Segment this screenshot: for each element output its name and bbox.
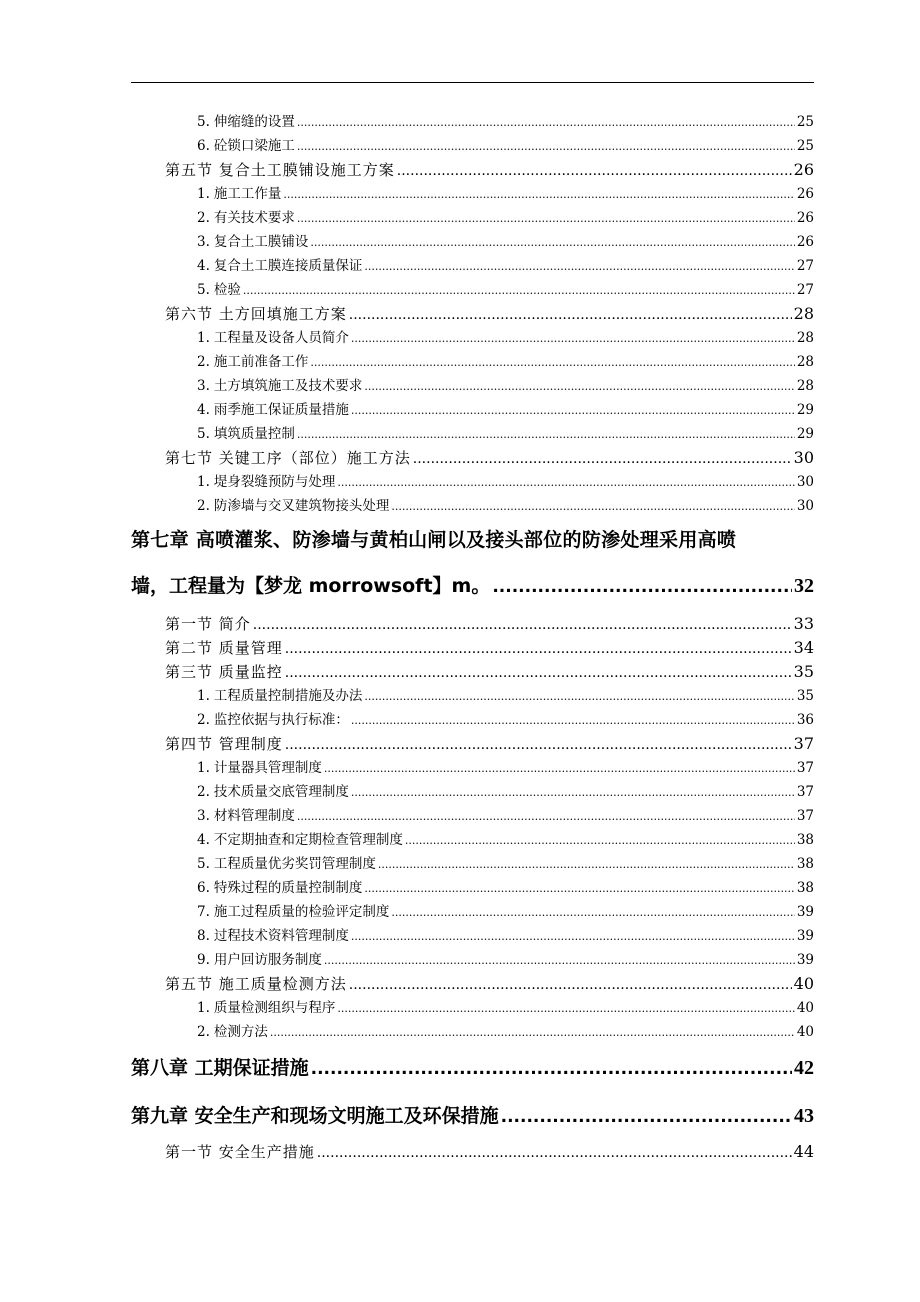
toc-chapter-7[interactable] — [131, 518, 814, 612]
entry-title: 复合土工膜连接质量保证 — [213, 258, 363, 274]
dot-leader — [501, 1093, 792, 1141]
item-number: 8. — [197, 928, 210, 944]
page-number: 44 — [793, 1142, 814, 1161]
entry-title: 第五节 复合土工膜铺设施工方案 — [165, 161, 395, 179]
dot-leader — [351, 781, 795, 805]
entry-title: 工程质量控制措施及办法 — [213, 688, 363, 704]
toc-section-entry[interactable] — [131, 1140, 814, 1164]
item-number: 5. — [197, 426, 210, 442]
toc-item-entry[interactable] — [131, 684, 814, 708]
item-number: 6. — [197, 880, 210, 896]
entry-title: 施工前准备工作 — [213, 354, 309, 370]
entry-title: 雨季施工保证质量措施 — [213, 402, 349, 418]
entry-title: 过程技术资料管理制度 — [213, 928, 349, 944]
toc-item-entry[interactable] — [131, 134, 814, 158]
entry-title: 用户回访服务制度 — [213, 952, 322, 968]
toc-section-entry[interactable] — [131, 636, 814, 660]
item-number: 6. — [197, 138, 210, 154]
toc-item-entry[interactable] — [131, 254, 814, 278]
entry-title: 第七节 关键工序（部位）施工方法 — [165, 449, 411, 467]
entry-title: 第二节 质量管理 — [165, 639, 283, 657]
page-number: 30 — [796, 474, 814, 490]
item-number: 7. — [197, 904, 210, 920]
dot-leader — [405, 829, 795, 853]
dot-leader — [324, 949, 795, 973]
chapter-title: 第九章 安全生产和现场文明施工及环保措施 — [131, 1105, 499, 1127]
entry-title: 有关技术要求 — [213, 210, 295, 226]
entry-title: 复合土工膜铺设 — [213, 234, 309, 250]
toc-item-entry[interactable] — [131, 182, 814, 206]
page-number: 28 — [796, 330, 814, 346]
toc-item-entry[interactable] — [131, 326, 814, 350]
entry-title: 伸缩缝的设置 — [213, 114, 295, 130]
dot-leader — [285, 637, 792, 661]
toc-item-entry[interactable] — [131, 828, 814, 852]
dot-leader — [297, 111, 795, 135]
page-number: 30 — [796, 498, 814, 514]
page-number: 28 — [796, 378, 814, 394]
page-number: 26 — [796, 234, 814, 250]
page-number: 42 — [794, 1057, 814, 1079]
entry-title: 施工过程质量的检验评定制度 — [213, 904, 390, 920]
dot-leader — [270, 1021, 795, 1045]
toc-item-entry[interactable] — [131, 900, 814, 924]
toc-item-entry[interactable] — [131, 374, 814, 398]
page-number: 39 — [796, 904, 814, 920]
toc-item-entry[interactable] — [131, 852, 814, 876]
dot-leader — [283, 183, 794, 207]
toc-section-entry[interactable] — [131, 158, 814, 182]
page-number: 37 — [793, 734, 814, 753]
toc-item-entry[interactable] — [131, 470, 814, 494]
dot-leader — [297, 135, 795, 159]
page-number: 28 — [796, 354, 814, 370]
chapter-title-line-1: 第七章 高喷灌浆、防渗墙与黄柏山闸以及接头部位的防渗处理采用高喷 — [131, 529, 737, 551]
page-number: 26 — [796, 186, 814, 202]
entry-title: 砼锁口梁施工 — [213, 138, 295, 154]
item-number: 3. — [197, 378, 210, 394]
dot-leader — [337, 997, 794, 1021]
entry-title: 材料管理制度 — [213, 808, 295, 824]
dot-leader — [349, 303, 792, 327]
page-number: 37 — [796, 808, 814, 824]
page-number: 28 — [793, 304, 814, 323]
page-number: 25 — [796, 114, 814, 130]
dot-leader — [324, 757, 795, 781]
entry-title: 质量检测组织与程序 — [213, 1000, 336, 1016]
item-number: 4. — [197, 832, 210, 848]
toc-item-entry[interactable] — [131, 948, 814, 972]
page-number: 26 — [793, 160, 814, 179]
dot-leader — [492, 569, 792, 605]
dot-leader — [364, 685, 794, 709]
page-number: 37 — [796, 760, 814, 776]
table-of-contents — [131, 110, 814, 1164]
toc-section-entry[interactable] — [131, 732, 814, 756]
entry-title: 第三节 质量监控 — [165, 663, 283, 681]
dot-leader — [285, 661, 792, 685]
page-number: 38 — [796, 832, 814, 848]
item-number: 4. — [197, 402, 210, 418]
page-number: 27 — [796, 282, 814, 298]
toc-item-entry[interactable] — [131, 996, 814, 1020]
entry-title: 特殊过程的质量控制制度 — [213, 880, 363, 896]
dot-leader — [364, 877, 794, 901]
toc-section-entry[interactable] — [131, 660, 814, 684]
item-number: 9. — [197, 952, 210, 968]
entry-title: 施工工作量 — [213, 186, 282, 202]
item-number: 4. — [197, 258, 210, 274]
entry-title: 技术质量交底管理制度 — [213, 784, 349, 800]
entry-title: 第四节 管理制度 — [165, 735, 283, 753]
dot-leader — [351, 399, 795, 423]
page-number: 29 — [796, 402, 814, 418]
page-number: 40 — [796, 1024, 814, 1040]
entry-title: 防渗墙与交叉建筑物接头处理 — [213, 498, 390, 514]
page-number: 38 — [796, 880, 814, 896]
dot-leader — [351, 327, 795, 351]
toc-item-entry[interactable] — [131, 804, 814, 828]
toc-section-entry[interactable] — [131, 446, 814, 470]
entry-title: 不定期抽查和定期检查管理制度 — [213, 832, 403, 848]
page-number: 30 — [793, 448, 814, 467]
chapter-title: 第八章 工期保证措施 — [131, 1057, 309, 1079]
toc-chapter-9[interactable] — [131, 1092, 814, 1140]
page-number: 29 — [796, 426, 814, 442]
item-number: 2. — [197, 1024, 210, 1040]
entry-title: 监控依据与执行标准： — [213, 712, 349, 728]
page-number: 32 — [794, 575, 814, 597]
page-number: 40 — [796, 1000, 814, 1016]
toc-item-entry[interactable] — [131, 876, 814, 900]
item-number: 2. — [197, 210, 210, 226]
item-number: 3. — [197, 808, 210, 824]
dot-leader — [253, 613, 792, 637]
item-number: 5. — [197, 282, 210, 298]
dot-leader — [311, 1045, 792, 1093]
entry-title: 工程质量优劣奖罚管理制度 — [213, 856, 376, 872]
page-number: 36 — [796, 712, 814, 728]
dot-leader — [310, 351, 794, 375]
dot-leader — [349, 973, 792, 997]
entry-title: 工程量及设备人员简介 — [213, 330, 349, 346]
toc-item-entry[interactable] — [131, 780, 814, 804]
toc-item-entry[interactable] — [131, 1020, 814, 1044]
page-number: 39 — [796, 928, 814, 944]
dot-leader — [297, 805, 795, 829]
page-number: 35 — [793, 662, 814, 681]
dot-leader — [297, 207, 795, 231]
entry-title: 检测方法 — [213, 1024, 268, 1040]
dot-leader — [364, 375, 794, 399]
dot-leader — [391, 901, 794, 925]
toc-chapter-8[interactable] — [131, 1044, 814, 1092]
dot-leader — [351, 925, 795, 949]
item-number: 1. — [197, 1000, 210, 1016]
toc-section-entry[interactable] — [131, 302, 814, 326]
dot-leader — [364, 255, 794, 279]
entry-title: 堤身裂缝预防与处理 — [213, 474, 336, 490]
item-number: 5. — [197, 856, 210, 872]
dot-leader — [397, 159, 792, 183]
page-number: 35 — [796, 688, 814, 704]
dot-leader — [337, 471, 794, 495]
page-number: 43 — [794, 1105, 814, 1127]
page-number: 25 — [796, 138, 814, 154]
toc-block-3 — [131, 1140, 814, 1164]
toc-item-entry[interactable] — [131, 708, 814, 732]
toc-item-entry[interactable] — [131, 230, 814, 254]
toc-item-entry[interactable] — [131, 110, 814, 134]
toc-block-1 — [131, 110, 814, 518]
header-rule — [131, 82, 814, 83]
entry-title: 填筑质量控制 — [213, 426, 295, 442]
dot-leader — [317, 1141, 792, 1165]
dot-leader — [413, 447, 792, 471]
item-number: 5. — [197, 114, 210, 130]
item-number: 2. — [197, 354, 210, 370]
toc-item-entry[interactable] — [131, 350, 814, 374]
entry-title: 第一节 简介 — [165, 615, 251, 633]
toc-item-entry[interactable] — [131, 924, 814, 948]
entry-title: 检验 — [213, 282, 241, 298]
toc-block-2 — [131, 612, 814, 1044]
toc-item-entry[interactable] — [131, 494, 814, 518]
toc-section-entry[interactable] — [131, 972, 814, 996]
toc-item-entry[interactable] — [131, 756, 814, 780]
page-number: 33 — [793, 614, 814, 633]
entry-title: 土方填筑施工及技术要求 — [213, 378, 363, 394]
item-number: 1. — [197, 760, 210, 776]
chapter-title-line-2: 墙，工程量为【梦龙 morrowsoft】m。 — [131, 575, 491, 597]
entry-title: 第一节 安全生产措施 — [165, 1143, 315, 1161]
dot-leader — [243, 279, 795, 303]
dot-leader — [310, 231, 794, 255]
item-number: 1. — [197, 474, 210, 490]
toc-item-entry[interactable] — [131, 398, 814, 422]
entry-title: 计量器具管理制度 — [213, 760, 322, 776]
chapter-title-line-2-row — [131, 568, 814, 605]
toc-item-entry[interactable] — [131, 422, 814, 446]
dot-leader — [351, 709, 795, 733]
item-number: 3. — [197, 234, 210, 250]
page-number: 34 — [793, 638, 814, 657]
dot-leader — [391, 495, 794, 519]
entry-title: 第六节 土方回填施工方案 — [165, 305, 347, 323]
page-number: 26 — [796, 210, 814, 226]
dot-leader — [297, 423, 795, 447]
item-number: 2. — [197, 712, 210, 728]
toc-section-entry[interactable] — [131, 612, 814, 636]
item-number: 1. — [197, 186, 210, 202]
dot-leader — [285, 733, 792, 757]
page-number: 37 — [796, 784, 814, 800]
page-number: 39 — [796, 952, 814, 968]
item-number: 1. — [197, 688, 210, 704]
toc-item-entry[interactable] — [131, 206, 814, 230]
item-number: 1. — [197, 330, 210, 346]
item-number: 2. — [197, 784, 210, 800]
page-number: 40 — [793, 974, 814, 993]
item-number: 2. — [197, 498, 210, 514]
entry-title: 第五节 施工质量检测方法 — [165, 975, 347, 993]
dot-leader — [378, 853, 795, 877]
page-number: 27 — [796, 258, 814, 274]
page-number: 38 — [796, 856, 814, 872]
toc-item-entry[interactable] — [131, 278, 814, 302]
